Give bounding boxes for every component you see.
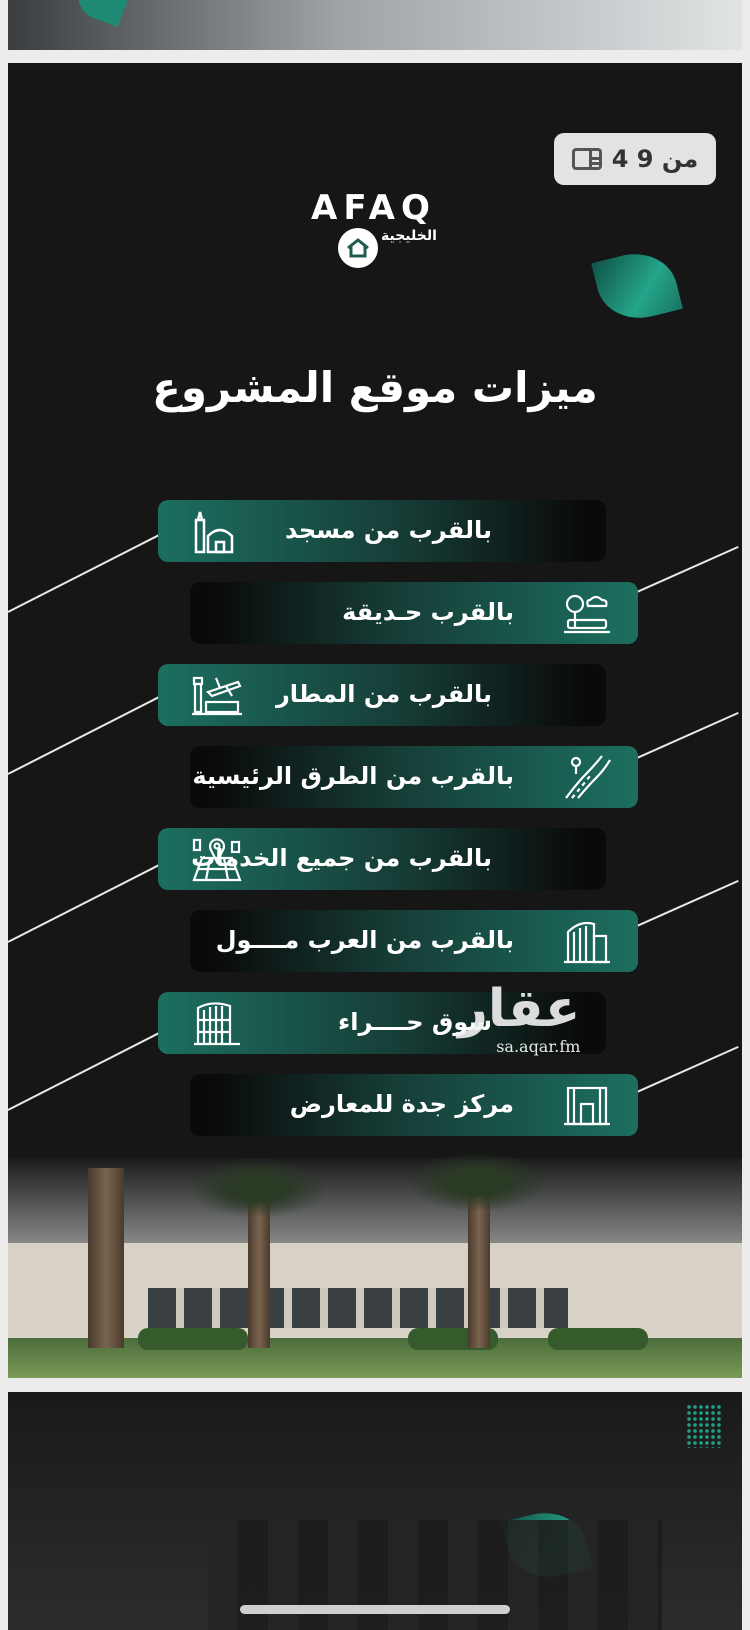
- feature-label: بالقرب من الطرق الرئيسية: [192, 762, 514, 791]
- home-indicator[interactable]: [240, 1605, 510, 1614]
- next-slide-card[interactable]: [8, 1392, 742, 1630]
- logo-text: AFAQ: [311, 188, 436, 228]
- palm-fronds: [188, 1158, 328, 1218]
- feature-item: [158, 828, 606, 890]
- market-building-icon: [190, 998, 244, 1048]
- airport-icon: [190, 670, 244, 720]
- page-title: ميزات موقع المشروع: [152, 363, 598, 412]
- connector-line: [8, 1032, 160, 1111]
- feature-label: بالقرب حـديقة: [342, 598, 514, 627]
- slide-card[interactable]: [8, 63, 742, 1378]
- watermark-arabic: عقار: [458, 979, 581, 1039]
- palm-fronds: [408, 1152, 548, 1212]
- project-photo: [8, 1158, 742, 1378]
- feature-label: سوق حــــراء: [338, 1008, 492, 1037]
- palm-tree: [248, 1198, 270, 1348]
- feature-item: [158, 664, 606, 726]
- aqar-watermark: [458, 979, 581, 1056]
- road-icon: [560, 752, 614, 802]
- connector-line: [8, 696, 160, 775]
- feature-item: [190, 1074, 638, 1136]
- feature-item: [158, 500, 606, 562]
- hedge: [138, 1328, 248, 1350]
- feature-item: [190, 582, 638, 644]
- map-services-icon: [190, 834, 244, 884]
- feature-item: [190, 746, 638, 808]
- connector-line: [8, 864, 160, 943]
- image-counter-text: 4 من 9: [611, 145, 699, 173]
- watermark-url: sa.aqar.fm: [496, 1037, 581, 1056]
- house-icon: [338, 228, 378, 268]
- mosque-icon: [190, 506, 244, 556]
- logo-subtitle: الخليجية: [381, 228, 437, 244]
- dot-grid-decoration: [686, 1404, 722, 1448]
- feature-label: مركز جدة للمعارض: [289, 1090, 514, 1119]
- gallery-icon: [572, 148, 602, 170]
- feature-label: بالقرب من مسجد: [285, 516, 492, 545]
- feature-item: [190, 910, 638, 972]
- image-counter-badge: [554, 133, 716, 185]
- connector-line: [8, 534, 160, 613]
- park-icon: [560, 588, 614, 638]
- mall-building-icon: [560, 916, 614, 966]
- hedge: [548, 1328, 648, 1350]
- exhibition-center-icon: [560, 1080, 614, 1130]
- palm-tree: [88, 1168, 124, 1348]
- feature-label: بالقرب من العرب مــــول: [215, 926, 514, 955]
- feature-label: بالقرب من المطار: [275, 680, 492, 709]
- feature-label: بالقرب من جميع الخدمات: [191, 844, 492, 873]
- leaf-decoration: [71, 0, 135, 27]
- building-windows: [148, 1288, 568, 1328]
- previous-slide-card[interactable]: [8, 0, 742, 50]
